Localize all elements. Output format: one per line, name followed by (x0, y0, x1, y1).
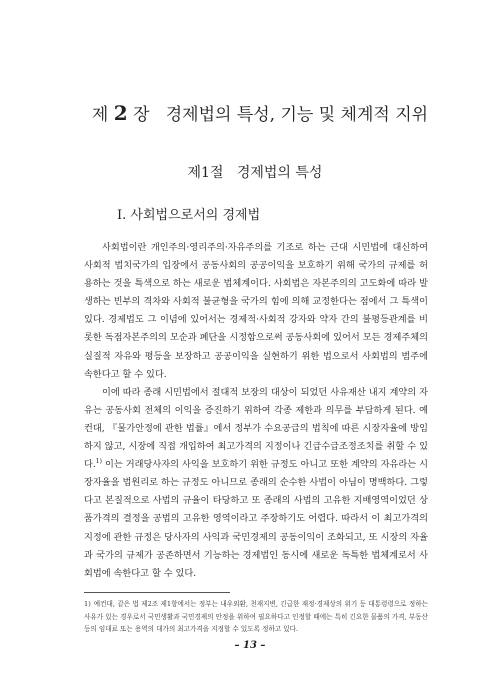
footnote (84, 598, 428, 636)
chapter-title (60, 100, 460, 125)
footnote-divider (84, 592, 230, 593)
paragraph-2-part-a: 이에 따라 종래 시민법에서 절대적 보장의 대상이 되었던 사유재산 내지 계약의 자유는 공동사회 전체의 이익을 증진하기 위하여 각종 제한과 의무를 부담하게 된다. 예컨대, 『물가안정에 관한 법률』에서 정부가 수요공급의 법칙에 따른 시장자율에 방임하지 않고, 시장에 직접 개입하여 최고가격의 지정이나 긴급수급조정조치를 취할 수 있다. (84, 386, 428, 471)
footnote-reference: 1) (95, 458, 102, 466)
section-label: 제1절 (187, 165, 224, 181)
paragraph-2-part-b: 이는 거래당사자의 사익을 보호하기 위한 규정도 아니고 또한 계약의 자유라는 시장자율을 법원리로 하는 규정도 아니므로 종래의 순수한 사법이 아님이 명백하다. 그렇다고 본질적으로 사법의 규율이 타당하고 또 종래의 사법의 고유한 지배영역이었던 상품가격의 결정을 공법의 고유한 영역이라고 주장하기도 어렵다. 따라서 이 최고가격의 지정에 관한 규정은 당사자의 사익과 국민경제의 공동이익이 조화되고, 또 시장의 자율과 국가의 규제가 공존하면서 기능하는 경제법인 동시에 새로운 독특한 법체계로서 사회법에 속한다고 할 수 있다. (84, 459, 428, 579)
section-title (60, 162, 450, 182)
subsection-label: I. (117, 208, 127, 223)
paragraph-1: 사회법이란 개인주의·영리주의·자유주의를 기조로 하는 근대 시민법에 대신하여 사회적 법치국가의 입장에서 공동사회의 공공이익을 보호하기 위해 국가의 규제를 허용하는 것을 특색으로 하는 새로운 법체계이다. 사회법은 자본주의의 고도화에 따라 발생하는 빈부의 격차와 사회적 불균형을 국가의 힘에 의해 교정한다는 점에서 그 특색이 있다. 경제법도 그 이념에 있어서는 경제적·사회적 강자와 약자 간의 불평등관계를 비롯한 독점자본주의의 모순과 폐단을 시정함으로써 공동사회에 있어서 모든 경제주체의 실질적 자유와 평등을 보장하고 공공이익을 실현하기 위한 법으로서 사회법의 범주에 속한다고 할 수 있다. (84, 242, 428, 380)
chapter-label-prefix: 제 (91, 105, 109, 125)
body-text (84, 239, 428, 583)
chapter-title-text: 경제법의 특성, 기능 및 체계적 지위 (165, 105, 429, 125)
subsection-title (117, 204, 260, 223)
footnote-number: 1) (84, 600, 91, 608)
chapter-number: 2 (113, 101, 128, 125)
subsection-title-text: 사회법으로서의 경제법 (130, 208, 261, 223)
page-number: – 13 – (234, 640, 266, 651)
footnote-text: 예컨대, 같은 법 제2조 제1항에서는 정부는 내우외환, 천재지변, 긴급한 재정·경제상의 위기 등 대통령령으로 정하는 사유가 있는 경우로서 국민생활과 국민경제의 안정을 위하여 필요하다고 인정할 때에는 특히 긴요한 물품의 가격, 부동산 등의 임대료 또는 용역의 대가의 최고가격을 지정할 수 있도록 정하고 있다. (84, 600, 428, 634)
chapter-label-suffix: 장 (133, 105, 150, 125)
section-title-text: 경제법의 특성 (236, 165, 323, 181)
paragraph-2 (84, 384, 428, 583)
